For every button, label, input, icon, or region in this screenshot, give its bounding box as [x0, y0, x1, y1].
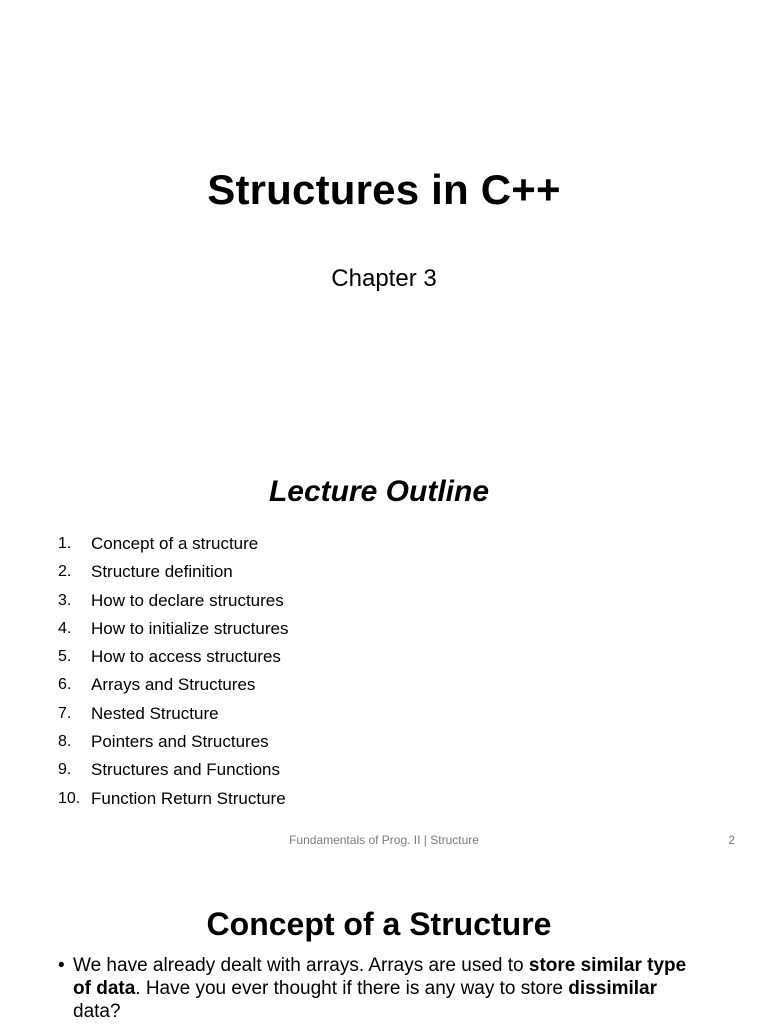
- slide-subtitle: Chapter 3: [331, 265, 437, 292]
- list-item-number: 8.: [58, 733, 72, 751]
- list-item-label: Nested Structure: [91, 703, 219, 723]
- bullet-text-part: We have already dealt with arrays. Arrays are used to: [73, 955, 529, 976]
- list-item-number: 10.: [58, 789, 81, 807]
- outline-title: Lecture Outline: [268, 475, 490, 508]
- outline-list: [58, 530, 288, 813]
- outline-slide: [0, 430, 768, 870]
- list-item: [58, 587, 288, 615]
- list-item-number: 4.: [58, 619, 72, 637]
- list-item-label: Concept of a structure: [91, 534, 259, 553]
- bullet-text: [73, 954, 708, 1023]
- list-item-label: Structures and Functions: [91, 760, 280, 780]
- list-item-number: 1.: [58, 535, 72, 552]
- slide-title: Structures in C++: [207, 166, 561, 213]
- list-item-number: 7.: [58, 704, 72, 722]
- list-item-number: 3.: [58, 591, 72, 609]
- bullet-text-bold: store similar type of data: [73, 955, 687, 999]
- list-item: [58, 728, 288, 756]
- list-item: [58, 671, 288, 699]
- list-item-number: 5.: [58, 648, 72, 666]
- bullet-point: [58, 954, 708, 1023]
- list-item-label: How to initialize structures: [91, 618, 289, 638]
- list-item-label: Function Return Structure: [91, 788, 286, 808]
- list-item: [58, 615, 288, 643]
- list-item-label: Arrays and Structures: [91, 675, 256, 695]
- list-item: [58, 700, 288, 728]
- list-item-number: 2.: [58, 563, 72, 581]
- list-item: [58, 643, 288, 671]
- bullet-text-bold: dissimilar: [568, 978, 658, 999]
- list-item: [58, 785, 288, 813]
- concept-title: Concept of a Structure: [206, 906, 552, 942]
- title-slide: [0, 0, 768, 430]
- list-item-number: 6.: [58, 676, 72, 694]
- page-number: 2: [728, 833, 735, 847]
- list-item-number: 9.: [58, 761, 72, 779]
- list-item: [58, 558, 288, 586]
- list-item-label: Pointers and Structures: [91, 732, 269, 752]
- list-item-label: How to access structures: [91, 647, 281, 667]
- bullet-text-part: . Have you ever thought if there is any way to store: [135, 978, 569, 999]
- list-item-label: How to declare structures: [91, 590, 284, 610]
- list-item: [58, 756, 288, 784]
- list-item: [58, 530, 288, 558]
- slide-footer: Fundamentals of Prog. II | Structure: [289, 833, 479, 847]
- bullet-text-part: data?: [73, 1001, 121, 1022]
- bullet-icon: •: [58, 955, 65, 976]
- list-item-label: Structure definition: [91, 562, 233, 582]
- concept-slide: [0, 870, 768, 1024]
